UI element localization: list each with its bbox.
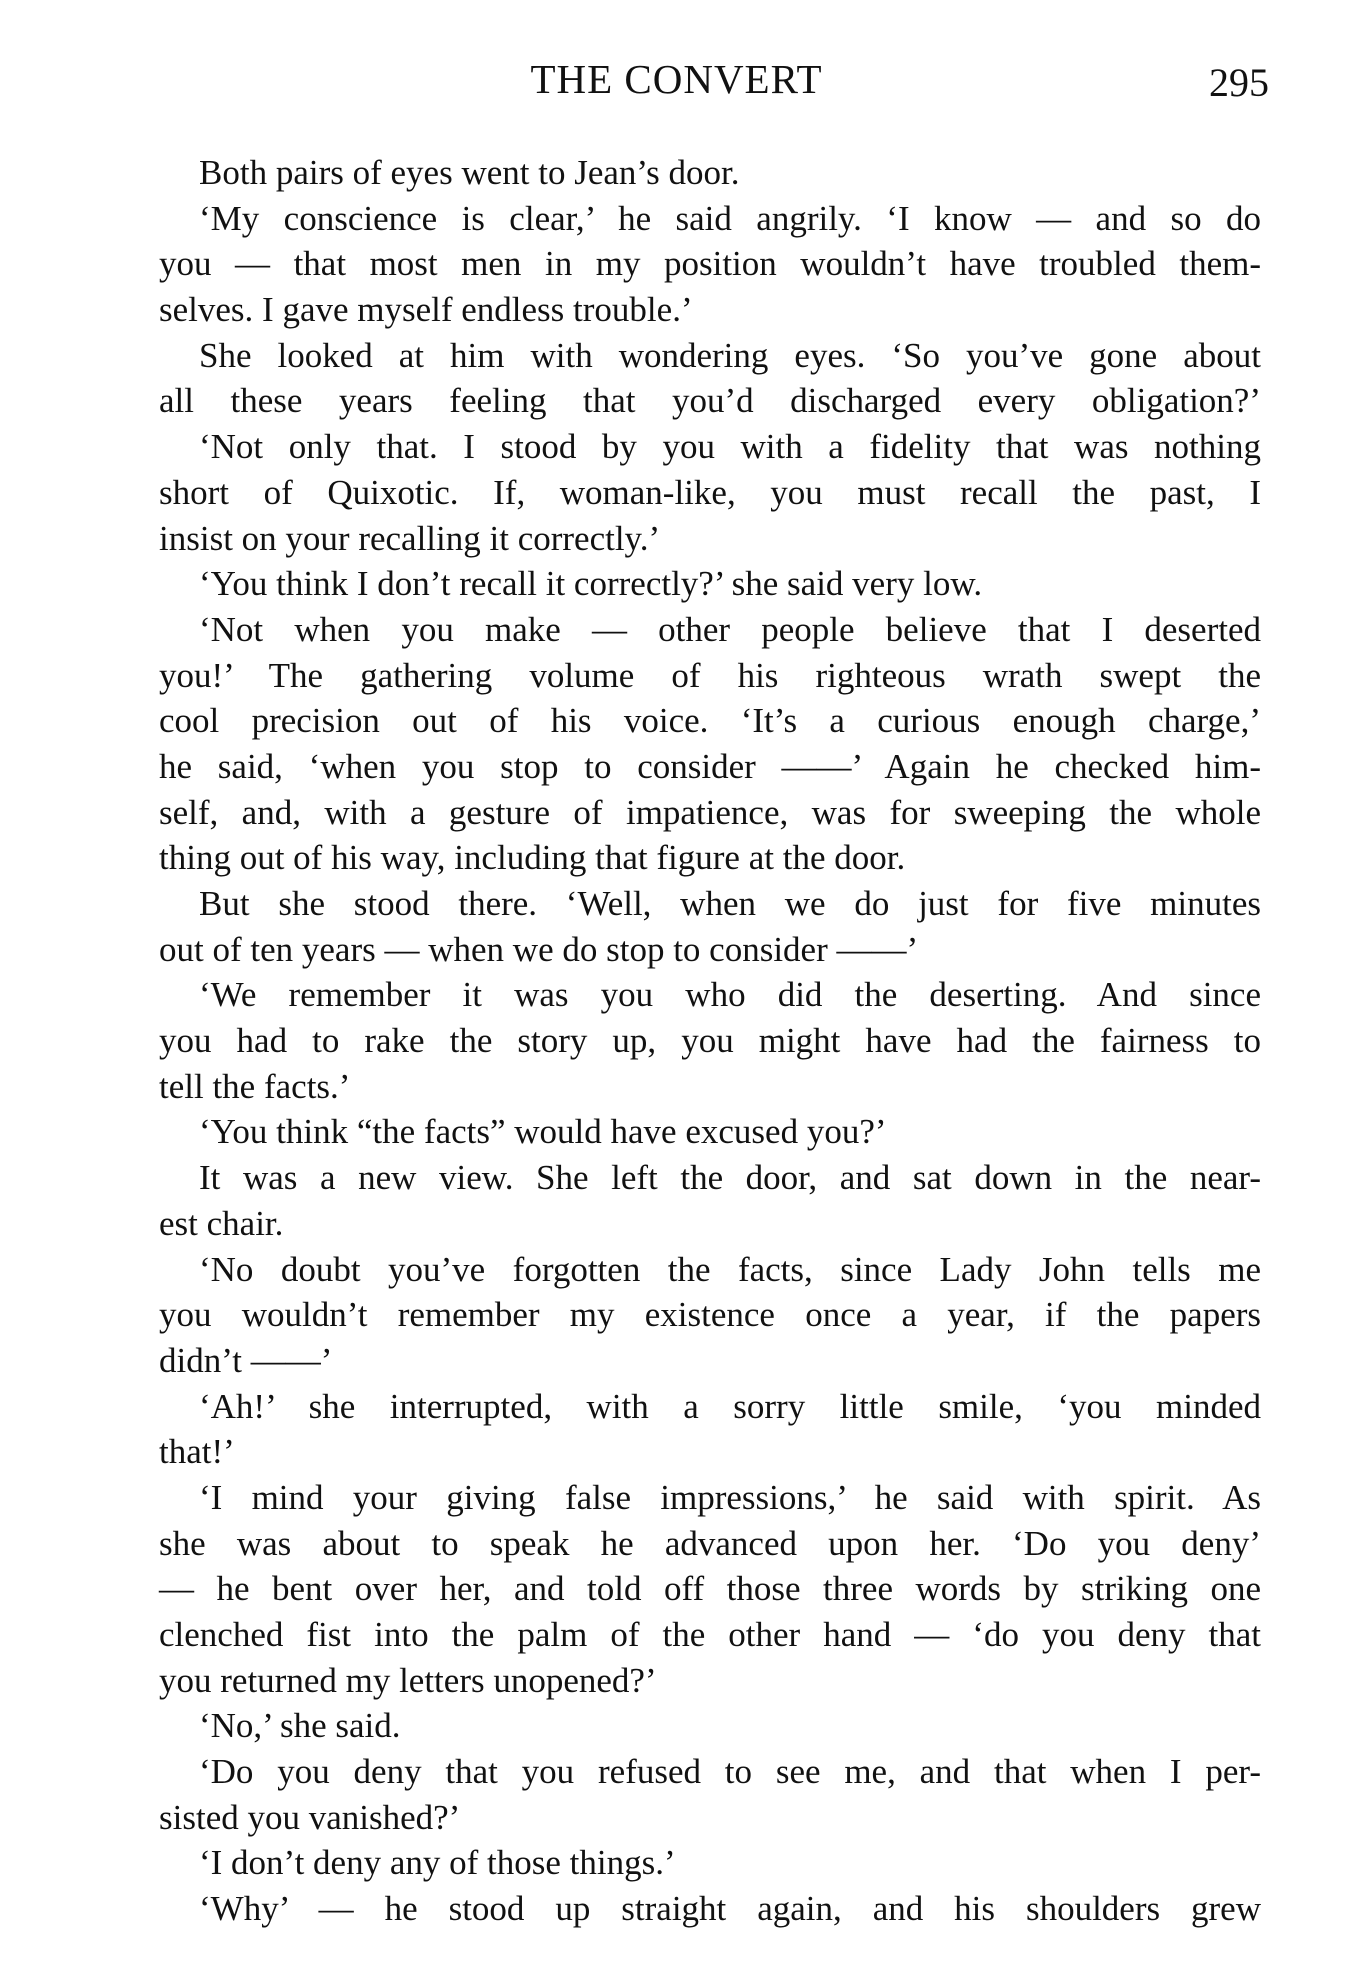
body-text (159, 150, 1261, 1932)
text-line: short of Quixotic. If, woman-like, you must recall the past, I (159, 472, 1261, 512)
text-line: ‘No doubt you’ve forgotten the facts, since Lady John tells me (199, 1249, 1261, 1289)
text-line: — he bent over her, and told off those three words by striking one (159, 1569, 1261, 1609)
text-line: ‘You think “the facts” would have excused you?’ (199, 1112, 887, 1152)
text-line: ‘My conscience is clear,’ he said angrily. ‘I know — and so do (199, 198, 1261, 238)
text-line: didn’t ——’ (159, 1340, 333, 1380)
text-line: Both pairs of eyes went to Jean’s door. (199, 153, 740, 192)
text-line: thing out of his way, including that figure at the door. (159, 838, 906, 878)
text-line: she was about to speak he advanced upon her. ‘Do you deny’ (159, 1523, 1261, 1563)
running-head (0, 54, 1353, 104)
text-line: It was a new view. She left the door, and sat down in the near- (199, 1158, 1261, 1198)
text-line: tell the facts.’ (159, 1066, 351, 1106)
text-line: But she stood there. ‘Well, when we do just for five minutes (199, 884, 1261, 923)
text-line: ‘I mind your giving false impressions,’ he said with spirit. As (199, 1477, 1261, 1517)
text-line: ‘We remember it was you who did the deserting. And since (199, 975, 1261, 1015)
text-line: you had to rake the story up, you might have had the fairness to (159, 1021, 1261, 1061)
text-line: he said, ‘when you stop to consider ——’ Again he checked him- (159, 746, 1261, 786)
text-line: ‘I don’t deny any of those things.’ (199, 1843, 676, 1883)
text-line: sisted you vanished?’ (159, 1797, 461, 1837)
text-line: cool precision out of his voice. ‘It’s a curious enough charge,’ (159, 701, 1261, 741)
text-line: ‘You think I don’t recall it correctly?’ she said very low. (199, 564, 983, 604)
text-line: ‘Ah!’ she interrupted, with a sorry little smile, ‘you minded (199, 1386, 1261, 1426)
text-line: ‘Why’ — he stood up straight again, and his shoulders grew (199, 1889, 1261, 1929)
text-line: you!’ The gathering volume of his righteous wrath swept the (159, 655, 1261, 695)
running-title: THE CONVERT (530, 56, 823, 102)
text-line: ‘No,’ she said. (199, 1706, 401, 1746)
text-line: you returned my letters unopened?’ (159, 1660, 657, 1700)
page-number: 295 (1209, 60, 1269, 105)
text-line: you wouldn’t remember my existence once a year, if the papers (159, 1295, 1261, 1335)
text-line: She looked at him with wondering eyes. ‘So you’ve gone about (199, 335, 1261, 375)
text-line: insist on your recalling it correctly.’ (159, 518, 661, 558)
text-line: self, and, with a gesture of impatience, was for sweeping the whole (159, 792, 1261, 832)
text-line: selves. I gave myself endless trouble.’ (159, 290, 693, 330)
text-line: you — that most men in my position wouldn’t have troubled them- (159, 244, 1261, 284)
text-line: that!’ (159, 1432, 235, 1472)
text-line: ‘Do you deny that you refused to see me, and that when I per- (199, 1752, 1261, 1792)
text-line: ‘Not only that. I stood by you with a fidelity that was nothing (199, 427, 1261, 467)
text-line: ‘Not when you make — other people believe that I deserted (199, 609, 1261, 649)
text-line: clenched fist into the palm of the other hand — ‘do you deny that (159, 1615, 1261, 1654)
text-line: out of ten years — when we do stop to consider ——’ (159, 929, 919, 969)
text-line: est chair. (159, 1203, 284, 1243)
text-line: all these years feeling that you’d discharged every obligation?’ (159, 381, 1261, 421)
